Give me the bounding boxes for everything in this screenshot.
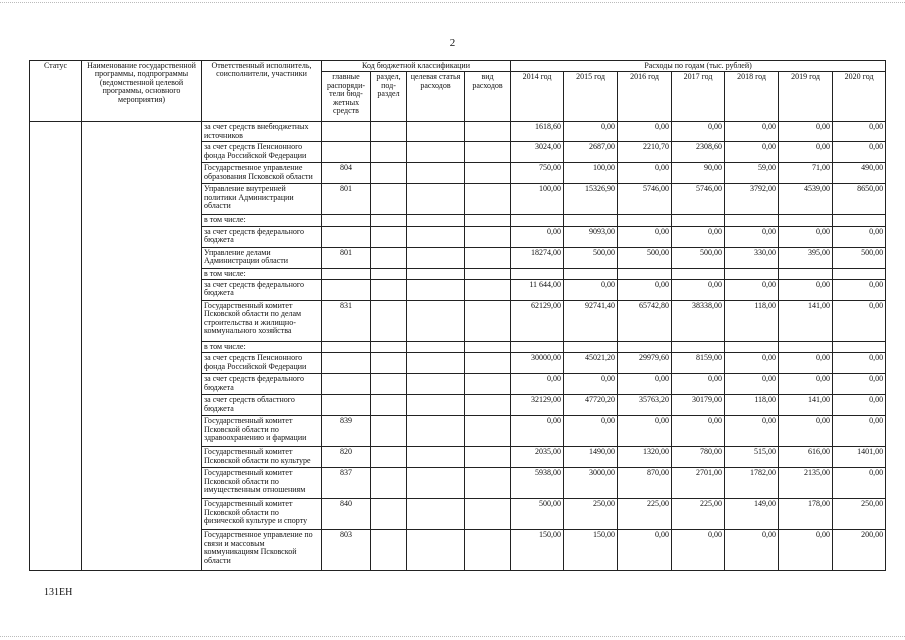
year-value-cell: 90,00: [672, 163, 725, 184]
year-value-cell: 5746,00: [618, 184, 672, 215]
year-value-cell: 515,00: [725, 447, 779, 468]
year-value-cell: 0,00: [725, 416, 779, 447]
year-value-cell: 500,00: [618, 247, 672, 268]
header-budget-code: Код бюджетной классификации: [322, 61, 511, 72]
executor-cell: Государственный комитет Псковской области по имущественным отношениям: [202, 468, 322, 499]
type-cell: [465, 416, 511, 447]
grbs-cell: 820: [322, 447, 371, 468]
year-value-cell: 0,00: [833, 416, 886, 447]
year-value-cell: [618, 342, 672, 353]
year-value-cell: 30000,00: [511, 353, 564, 374]
executor-cell: Государственное управление по связи и массовым коммуникациям Псковской области: [202, 530, 322, 571]
section-cell: [371, 268, 407, 279]
year-value-cell: 2308,60: [672, 142, 725, 163]
target-cell: [407, 142, 465, 163]
grbs-cell: 837: [322, 468, 371, 499]
year-value-cell: [833, 215, 886, 226]
type-cell: [465, 247, 511, 268]
section-cell: [371, 342, 407, 353]
type-cell: [465, 530, 511, 571]
table-body: [30, 122, 886, 571]
executor-cell: за счет средств Пенсионного фонда Российской Федерации: [202, 142, 322, 163]
type-cell: [465, 395, 511, 416]
year-value-cell: 500,00: [833, 247, 886, 268]
executor-cell: за счет средств федерального бюджета: [202, 280, 322, 301]
year-value-cell: 395,00: [779, 247, 833, 268]
year-value-cell: 8159,00: [672, 353, 725, 374]
status-cell: [30, 122, 82, 571]
grbs-cell: 804: [322, 163, 371, 184]
executor-cell: Государственный комитет Псковской области по здравоохранению и фармации: [202, 416, 322, 447]
year-value-cell: 0,00: [564, 122, 618, 142]
section-cell: [371, 280, 407, 301]
target-cell: [407, 530, 465, 571]
year-value-cell: 225,00: [618, 499, 672, 530]
header-year: 2015 год: [564, 72, 618, 122]
year-value-cell: 92741,40: [564, 301, 618, 342]
executor-cell: за счет средств областного бюджета: [202, 395, 322, 416]
year-value-cell: 0,00: [833, 468, 886, 499]
year-value-cell: [672, 268, 725, 279]
section-cell: [371, 395, 407, 416]
year-value-cell: [564, 215, 618, 226]
type-cell: [465, 226, 511, 247]
year-value-cell: 250,00: [564, 499, 618, 530]
year-value-cell: 0,00: [618, 122, 672, 142]
year-value-cell: 178,00: [779, 499, 833, 530]
executor-cell: Управление делами Администрации области: [202, 247, 322, 268]
target-cell: [407, 247, 465, 268]
executor-cell: Государственное управление образования Псковской области: [202, 163, 322, 184]
section-cell: [371, 184, 407, 215]
year-value-cell: 62129,00: [511, 301, 564, 342]
year-value-cell: 2135,00: [779, 468, 833, 499]
year-value-cell: 11 644,00: [511, 280, 564, 301]
type-cell: [465, 280, 511, 301]
grbs-cell: [322, 226, 371, 247]
year-value-cell: 0,00: [833, 395, 886, 416]
executor-cell: в том числе:: [202, 268, 322, 279]
header-code-section: раздел, под-раздел: [371, 72, 407, 122]
year-value-cell: 0,00: [779, 280, 833, 301]
header-code-grbs: главные распоряди-тели бюд-жетных средств: [322, 72, 371, 122]
year-value-cell: 4539,00: [779, 184, 833, 215]
section-cell: [371, 226, 407, 247]
year-value-cell: 0,00: [833, 374, 886, 395]
year-value-cell: 1320,00: [618, 447, 672, 468]
section-cell: [371, 447, 407, 468]
table-row: [30, 122, 886, 142]
grbs-cell: [322, 374, 371, 395]
year-value-cell: 2687,00: [564, 142, 618, 163]
year-value-cell: 330,00: [725, 247, 779, 268]
target-cell: [407, 447, 465, 468]
grbs-cell: [322, 280, 371, 301]
year-value-cell: [511, 215, 564, 226]
type-cell: [465, 122, 511, 142]
type-cell: [465, 374, 511, 395]
year-value-cell: [564, 268, 618, 279]
year-value-cell: 0,00: [833, 122, 886, 142]
type-cell: [465, 499, 511, 530]
year-value-cell: 0,00: [779, 374, 833, 395]
budget-table: [29, 60, 886, 571]
year-value-cell: 500,00: [511, 499, 564, 530]
year-value-cell: 0,00: [725, 530, 779, 571]
year-value-cell: 118,00: [725, 301, 779, 342]
header-code-type: вид расходов: [465, 72, 511, 122]
year-value-cell: 150,00: [511, 530, 564, 571]
year-value-cell: 500,00: [564, 247, 618, 268]
year-value-cell: 0,00: [779, 530, 833, 571]
year-value-cell: 32129,00: [511, 395, 564, 416]
year-value-cell: 18274,00: [511, 247, 564, 268]
type-cell: [465, 215, 511, 226]
executor-cell: за счет средств федерального бюджета: [202, 374, 322, 395]
executor-cell: в том числе:: [202, 342, 322, 353]
header-year: 2019 год: [779, 72, 833, 122]
executor-cell: Государственный комитет Псковской области по делам строительства и жилищно-коммунального хозяйства: [202, 301, 322, 342]
year-value-cell: 0,00: [618, 374, 672, 395]
year-value-cell: 200,00: [833, 530, 886, 571]
year-value-cell: 0,00: [725, 280, 779, 301]
target-cell: [407, 353, 465, 374]
year-value-cell: 141,00: [779, 301, 833, 342]
grbs-cell: [322, 353, 371, 374]
grbs-cell: [322, 142, 371, 163]
section-cell: [371, 163, 407, 184]
year-value-cell: 0,00: [833, 226, 886, 247]
year-value-cell: 616,00: [779, 447, 833, 468]
section-cell: [371, 215, 407, 226]
year-value-cell: 0,00: [618, 226, 672, 247]
target-cell: [407, 215, 465, 226]
target-cell: [407, 342, 465, 353]
year-value-cell: 0,00: [672, 530, 725, 571]
year-value-cell: 45021,20: [564, 353, 618, 374]
year-value-cell: 0,00: [672, 122, 725, 142]
year-value-cell: [618, 268, 672, 279]
section-cell: [371, 499, 407, 530]
year-value-cell: 5938,00: [511, 468, 564, 499]
header-executor: Ответственный исполнитель, соисполнители, участники: [202, 61, 322, 122]
target-cell: [407, 226, 465, 247]
year-value-cell: 0,00: [833, 142, 886, 163]
year-value-cell: 780,00: [672, 447, 725, 468]
year-value-cell: 35763,20: [618, 395, 672, 416]
scan-edge-bottom: [0, 636, 905, 637]
target-cell: [407, 184, 465, 215]
year-value-cell: [779, 268, 833, 279]
year-value-cell: 9093,00: [564, 226, 618, 247]
header-expenses: Расходы по годам (тыс. рублей): [511, 61, 886, 72]
target-cell: [407, 301, 465, 342]
year-value-cell: 0,00: [779, 142, 833, 163]
page-number: 2: [449, 37, 456, 49]
target-cell: [407, 499, 465, 530]
header-program-name: Наименование государственной программы, подпрограммы (ведомственной целевой программы, основного мероприятия): [82, 61, 202, 122]
year-value-cell: 2035,00: [511, 447, 564, 468]
year-value-cell: 0,00: [618, 163, 672, 184]
section-cell: [371, 468, 407, 499]
year-value-cell: 2701,00: [672, 468, 725, 499]
year-value-cell: [779, 215, 833, 226]
section-cell: [371, 142, 407, 163]
executor-cell: за счет средств внебюджетных источников: [202, 122, 322, 142]
grbs-cell: [322, 395, 371, 416]
year-value-cell: 0,00: [564, 374, 618, 395]
year-value-cell: [779, 342, 833, 353]
executor-cell: Государственный комитет Псковской области по культуре: [202, 447, 322, 468]
type-cell: [465, 301, 511, 342]
year-value-cell: 870,00: [618, 468, 672, 499]
year-value-cell: 38338,00: [672, 301, 725, 342]
year-value-cell: 65742,80: [618, 301, 672, 342]
header-year: 2016 год: [618, 72, 672, 122]
year-value-cell: 0,00: [618, 280, 672, 301]
year-value-cell: 1782,00: [725, 468, 779, 499]
year-value-cell: 1401,00: [833, 447, 886, 468]
grbs-cell: 840: [322, 499, 371, 530]
year-value-cell: 30179,00: [672, 395, 725, 416]
header-year: 2014 год: [511, 72, 564, 122]
year-value-cell: 500,00: [672, 247, 725, 268]
grbs-cell: 801: [322, 247, 371, 268]
target-cell: [407, 395, 465, 416]
year-value-cell: 0,00: [833, 301, 886, 342]
year-value-cell: [672, 342, 725, 353]
year-value-cell: 0,00: [672, 280, 725, 301]
year-value-cell: [511, 342, 564, 353]
target-cell: [407, 268, 465, 279]
year-value-cell: 0,00: [511, 226, 564, 247]
year-value-cell: 0,00: [564, 416, 618, 447]
year-value-cell: 100,00: [564, 163, 618, 184]
year-value-cell: 100,00: [511, 184, 564, 215]
table-header: [30, 61, 886, 122]
year-value-cell: [725, 268, 779, 279]
executor-cell: Государственный комитет Псковской области по физической культуре и спорту: [202, 499, 322, 530]
target-cell: [407, 468, 465, 499]
type-cell: [465, 447, 511, 468]
section-cell: [371, 122, 407, 142]
type-cell: [465, 353, 511, 374]
year-value-cell: 0,00: [511, 416, 564, 447]
header-status: Статус: [30, 61, 82, 122]
year-value-cell: 3000,00: [564, 468, 618, 499]
grbs-cell: [322, 122, 371, 142]
year-value-cell: 0,00: [618, 530, 672, 571]
year-value-cell: 0,00: [725, 226, 779, 247]
year-value-cell: 118,00: [725, 395, 779, 416]
year-value-cell: 0,00: [833, 280, 886, 301]
year-value-cell: 0,00: [779, 416, 833, 447]
year-value-cell: [511, 268, 564, 279]
header-year: 2020 год: [833, 72, 886, 122]
grbs-cell: 803: [322, 530, 371, 571]
year-value-cell: 750,00: [511, 163, 564, 184]
section-cell: [371, 530, 407, 571]
year-value-cell: 29979,60: [618, 353, 672, 374]
year-value-cell: 0,00: [672, 416, 725, 447]
target-cell: [407, 374, 465, 395]
year-value-cell: 0,00: [618, 416, 672, 447]
section-cell: [371, 353, 407, 374]
year-value-cell: 0,00: [779, 226, 833, 247]
header-year: 2018 год: [725, 72, 779, 122]
section-cell: [371, 301, 407, 342]
grbs-cell: [322, 215, 371, 226]
year-value-cell: [833, 342, 886, 353]
year-value-cell: 0,00: [725, 353, 779, 374]
year-value-cell: 8650,00: [833, 184, 886, 215]
year-value-cell: [833, 268, 886, 279]
year-value-cell: 0,00: [511, 374, 564, 395]
year-value-cell: 0,00: [725, 142, 779, 163]
scan-edge-top: [0, 2, 905, 3]
year-value-cell: 47720,20: [564, 395, 618, 416]
year-value-cell: [672, 215, 725, 226]
year-value-cell: 1490,00: [564, 447, 618, 468]
executor-cell: за счет средств федерального бюджета: [202, 226, 322, 247]
year-value-cell: 3024,00: [511, 142, 564, 163]
year-value-cell: 149,00: [725, 499, 779, 530]
type-cell: [465, 342, 511, 353]
year-value-cell: 5746,00: [672, 184, 725, 215]
type-cell: [465, 268, 511, 279]
year-value-cell: 0,00: [833, 353, 886, 374]
target-cell: [407, 122, 465, 142]
section-cell: [371, 247, 407, 268]
target-cell: [407, 416, 465, 447]
year-value-cell: 59,00: [725, 163, 779, 184]
year-value-cell: 150,00: [564, 530, 618, 571]
year-value-cell: 2210,70: [618, 142, 672, 163]
header-year: 2017 год: [672, 72, 725, 122]
year-value-cell: 141,00: [779, 395, 833, 416]
year-value-cell: [564, 342, 618, 353]
year-value-cell: 1618,60: [511, 122, 564, 142]
executor-cell: за счет средств Пенсионного фонда Российской Федерации: [202, 353, 322, 374]
section-cell: [371, 416, 407, 447]
section-cell: [371, 374, 407, 395]
program-name-cell: [82, 122, 202, 571]
year-value-cell: 0,00: [725, 122, 779, 142]
footer-code: 131ЕН: [44, 587, 73, 598]
year-value-cell: 490,00: [833, 163, 886, 184]
year-value-cell: 0,00: [564, 280, 618, 301]
type-cell: [465, 468, 511, 499]
year-value-cell: 250,00: [833, 499, 886, 530]
year-value-cell: 225,00: [672, 499, 725, 530]
grbs-cell: 801: [322, 184, 371, 215]
type-cell: [465, 184, 511, 215]
target-cell: [407, 280, 465, 301]
year-value-cell: 0,00: [725, 374, 779, 395]
year-value-cell: [725, 215, 779, 226]
target-cell: [407, 163, 465, 184]
year-value-cell: [725, 342, 779, 353]
year-value-cell: 15326,90: [564, 184, 618, 215]
header-code-target: целевая статья расходов: [407, 72, 465, 122]
year-value-cell: 0,00: [779, 122, 833, 142]
year-value-cell: [618, 215, 672, 226]
year-value-cell: 0,00: [672, 226, 725, 247]
type-cell: [465, 163, 511, 184]
year-value-cell: 3792,00: [725, 184, 779, 215]
year-value-cell: 0,00: [672, 374, 725, 395]
executor-cell: в том числе:: [202, 215, 322, 226]
grbs-cell: 839: [322, 416, 371, 447]
grbs-cell: [322, 268, 371, 279]
year-value-cell: 0,00: [779, 353, 833, 374]
year-value-cell: 71,00: [779, 163, 833, 184]
grbs-cell: [322, 342, 371, 353]
executor-cell: Управление внутренней политики Администрации области: [202, 184, 322, 215]
grbs-cell: 831: [322, 301, 371, 342]
type-cell: [465, 142, 511, 163]
